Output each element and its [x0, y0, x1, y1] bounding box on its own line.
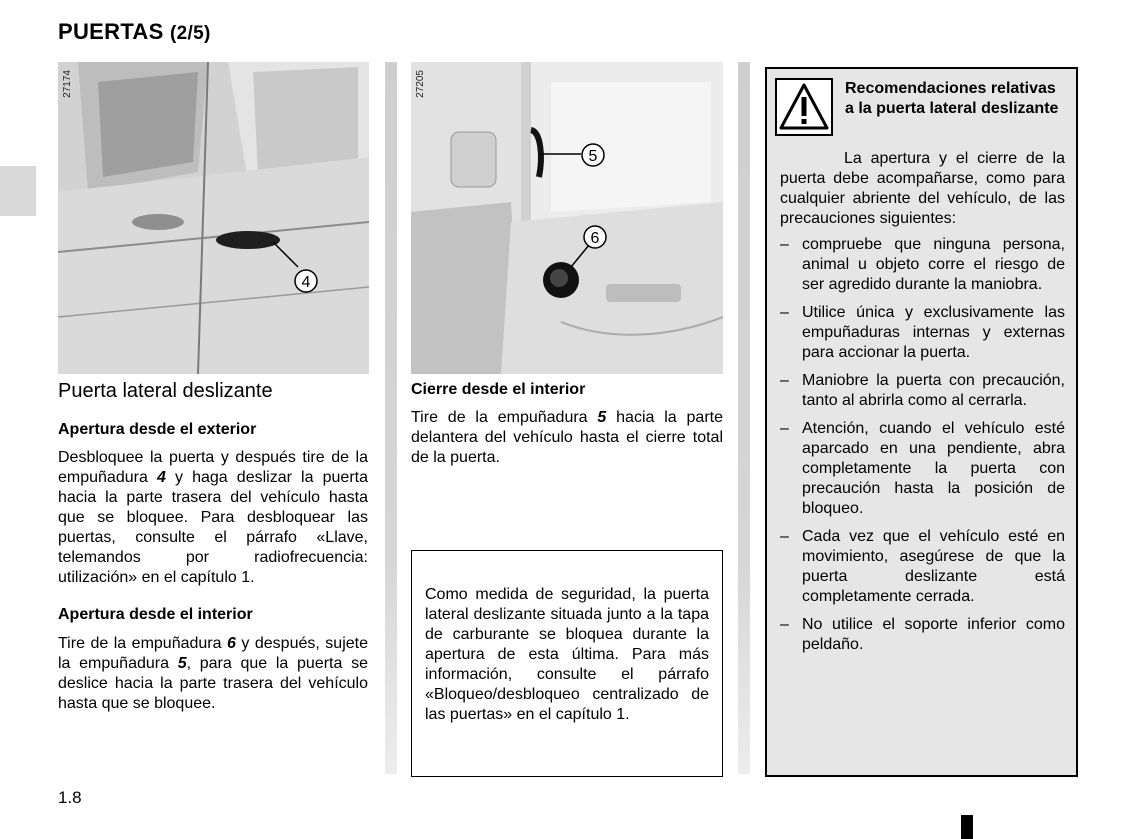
- column-divider-right: [738, 62, 750, 774]
- warning-item: – Utilice única y exclusivamente las empuñaduras internas y externas para accionar la puerta.: [780, 304, 1065, 361]
- figure-code: 27174: [62, 70, 73, 98]
- subheading-interior: Apertura desde el interior: [58, 606, 253, 623]
- page-edge-marker: [961, 815, 973, 839]
- page-number: 1.8: [58, 788, 82, 807]
- handle-ref-5: 5: [177, 655, 187, 672]
- paragraph-exterior: Desbloquee la puerta y después tire de la empuñadura 4 y haga deslizar la puerta hacia la parte trasera del vehículo hasta que se bloquee. Para desbloquear las puertas, consulte el párrafo «Llave, telemandos por radiofrecuencia: utilización» en el capítulo 1.: [58, 449, 368, 586]
- callout-6: 6: [590, 230, 600, 247]
- warning-box: [765, 67, 1078, 777]
- handle-ref-5b: 5: [597, 409, 607, 426]
- page-title: [58, 19, 211, 45]
- paragraph-interior: Tire de la empuñadura 6 y después, sujete la empuñadura 5, para que la puerta se deslice hacia la parte trasera del vehículo hasta que se bloquee.: [58, 635, 369, 712]
- safety-note-text: Como medida de seguridad, la puerta lateral deslizante situada junto a la tapa de carburante se bloquea durante la apertura de esta última. Para más información, consulte el párrafo «Bloqueo/desbloqueo centralizado de las puertas» en el capítulo 1.: [425, 586, 709, 723]
- safety-note-box: [411, 550, 723, 777]
- warning-triangle-icon: [775, 78, 833, 136]
- warning-item: – Maniobre la puerta con precaución, tanto al abrirla como al cerrarla.: [780, 372, 1065, 409]
- warning-item: – compruebe que ninguna persona, animal u objeto corre el riesgo de ser agredido durante la maniobra.: [780, 236, 1065, 293]
- column-divider-left: [385, 62, 397, 774]
- title-main: PUERTAS: [58, 19, 164, 44]
- warning-item: – Atención, cuando el vehículo esté aparcado en una pendiente, abra completamente la puerta con precaución hasta la posición de bloqueo.: [780, 420, 1065, 517]
- figure-interior-handles: [411, 62, 723, 374]
- warning-title: Recomendaciones relativas a la puerta lateral deslizante: [845, 80, 1059, 117]
- callout-5: 5: [588, 148, 598, 165]
- subheading-exterior: Apertura desde el exterior: [58, 421, 257, 438]
- subheading-closing: Cierre desde el interior: [411, 381, 586, 398]
- section-heading: Puerta lateral deslizante: [58, 380, 273, 402]
- warning-intro: La apertura y el cierre de la puerta debe acompañarse, como para cualquier abriente del vehículo, de las precauciones siguientes:: [780, 150, 1065, 227]
- figure-code: 27205: [415, 70, 426, 98]
- figure-exterior-handle: [58, 62, 369, 374]
- handle-ref-6: 6: [227, 635, 236, 652]
- interior-door-illustration: [411, 62, 723, 374]
- callout-4: 4: [301, 274, 311, 291]
- exterior-door-illustration: [58, 62, 369, 374]
- chapter-tab: [0, 166, 36, 216]
- warning-item: – No utilice el soporte inferior como peldaño.: [780, 616, 1065, 653]
- handle-ref-4: 4: [156, 469, 166, 486]
- title-sub: (2/5): [170, 23, 211, 44]
- warning-item: – Cada vez que el vehículo esté en movimiento, asegúrese de que la puerta deslizante está completamente cerrada.: [780, 528, 1065, 605]
- warning-list: [780, 235, 1065, 663]
- paragraph-closing: Tire de la empuñadura 5 hacia la parte delantera del vehículo hasta el cierre total de la puerta.: [411, 409, 723, 466]
